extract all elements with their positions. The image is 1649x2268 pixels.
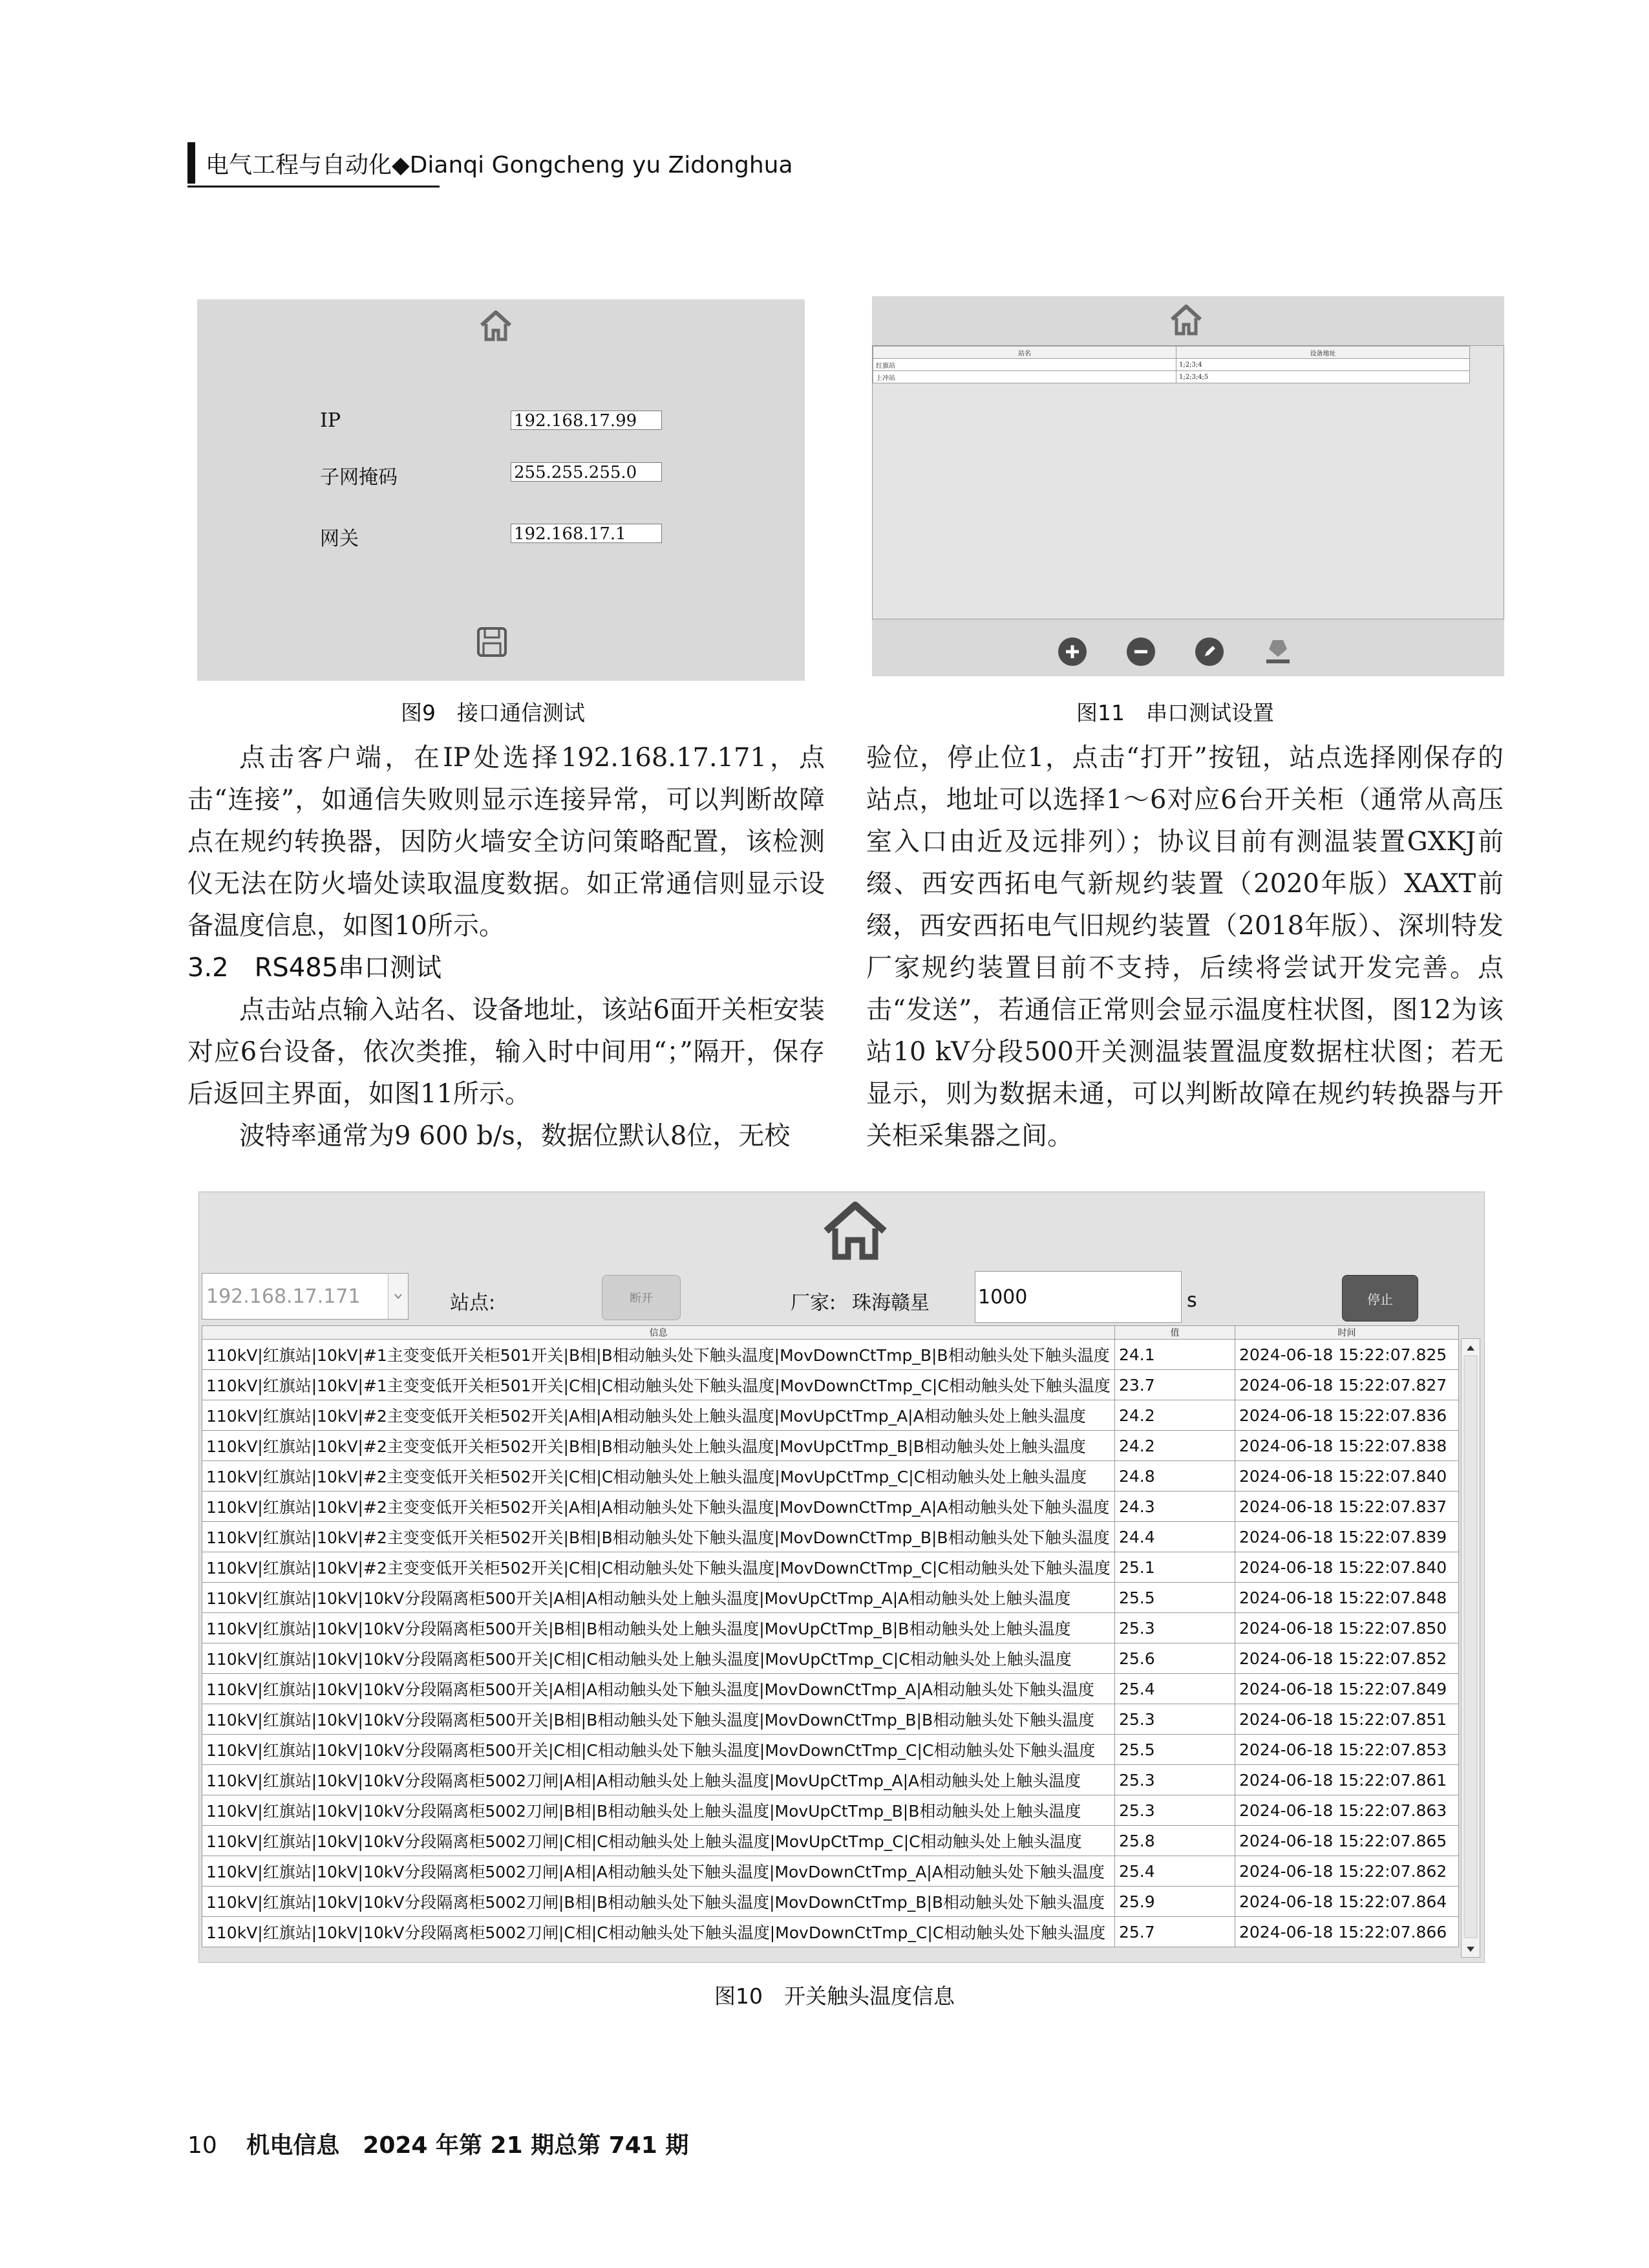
- time-cell: 2024-06-18 15:22:07.827: [1235, 1370, 1459, 1400]
- value-cell: 25.3: [1115, 1765, 1235, 1795]
- figure-11-screenshot: [872, 296, 1504, 676]
- value-cell: 24.4: [1115, 1522, 1235, 1552]
- table-body: [202, 1340, 1459, 1947]
- right-column: [866, 737, 1504, 1157]
- time-cell: 2024-06-18 15:22:07.848: [1235, 1583, 1459, 1613]
- figure-9-screenshot: [197, 299, 805, 681]
- table-row[interactable]: [202, 1795, 1459, 1826]
- value-cell: 24.8: [1115, 1461, 1235, 1492]
- pencil-icon: [1200, 643, 1218, 661]
- time-cell: 2024-06-18 15:22:07.825: [1235, 1340, 1459, 1370]
- time-cell: 2024-06-18 15:22:07.840: [1235, 1552, 1459, 1583]
- column-header-time[interactable]: 时间: [1235, 1326, 1459, 1340]
- time-cell: 2024-06-18 15:22:07.861: [1235, 1765, 1459, 1795]
- section-title: 3.2 RS485串口测试: [187, 953, 442, 983]
- info-cell: 110kV|红旗站|10kV|10kV分段隔离柜5002刀闸|B相|B相动触头处上触头温度|MovUpCtTmp_B|B相动触头处上触头温度: [202, 1795, 1115, 1826]
- home-icon[interactable]: [1167, 300, 1206, 339]
- left-column: [187, 737, 825, 1157]
- station-name-cell: 红旗站: [873, 359, 1176, 371]
- interval-unit: s: [1187, 1289, 1197, 1312]
- info-cell: 110kV|红旗站|10kV|10kV分段隔离柜5002刀闸|C相|C相动触头处上触头温度|MovUpCtTmp_C|C相动触头处上触头温度: [202, 1826, 1115, 1856]
- value-cell: 24.3: [1115, 1492, 1235, 1522]
- table-row[interactable]: [202, 1704, 1459, 1735]
- info-cell: 110kV|红旗站|10kV|#2主变变低开关柜502开关|A相|A相动触头处上触头温度|MovUpCtTmp_A|A相动触头处上触头温度: [202, 1400, 1115, 1431]
- table-row[interactable]: [202, 1492, 1459, 1522]
- table-header-row: [202, 1326, 1459, 1340]
- ip-field[interactable]: 192.168.17.99: [511, 411, 662, 430]
- figure-9-caption: 图9 接口通信测试: [401, 700, 585, 725]
- table-row[interactable]: [202, 1735, 1459, 1765]
- time-cell: 2024-06-18 15:22:07.839: [1235, 1522, 1459, 1552]
- info-cell: 110kV|红旗站|10kV|10kV分段隔离柜500开关|C相|C相动触头处下触头温度|MovDownCtTmp_C|C相动触头处下触头温度: [202, 1735, 1115, 1765]
- column-header-value[interactable]: 值: [1115, 1326, 1235, 1340]
- value-cell: 25.7: [1115, 1917, 1235, 1947]
- time-cell: 2024-06-18 15:22:07.838: [1235, 1431, 1459, 1461]
- table-row[interactable]: [202, 1552, 1459, 1583]
- value-cell: 25.3: [1115, 1613, 1235, 1643]
- edit-button[interactable]: [1195, 637, 1224, 666]
- time-cell: 2024-06-18 15:22:07.862: [1235, 1856, 1459, 1887]
- page-footer: [187, 2127, 688, 2160]
- header-text: 电气工程与自动化◆Dianqi Gongcheng yu Zidonghua: [206, 151, 793, 178]
- value-cell: 25.3: [1115, 1704, 1235, 1735]
- home-icon[interactable]: [476, 306, 515, 345]
- download-icon: [1264, 637, 1292, 666]
- chevron-down-icon[interactable]: [388, 1274, 408, 1319]
- time-cell: 2024-06-18 15:22:07.864: [1235, 1887, 1459, 1917]
- subnet-mask-label: 子网掩码: [320, 466, 398, 489]
- time-cell: 2024-06-18 15:22:07.850: [1235, 1613, 1459, 1643]
- disconnect-button[interactable]: 断开: [602, 1275, 681, 1320]
- station-label: 站点:: [450, 1292, 496, 1314]
- gateway-label: 网关: [320, 528, 359, 550]
- info-cell: 110kV|红旗站|10kV|10kV分段隔离柜500开关|B相|B相动触头处上触头温度|MovUpCtTmp_B|B相动触头处上触头温度: [202, 1613, 1115, 1643]
- info-cell: 110kV|红旗站|10kV|#1主变变低开关柜501开关|B相|B相动触头处下触头温度|MovDownCtTmp_B|B相动触头处下触头温度: [202, 1340, 1115, 1370]
- value-cell: 25.4: [1115, 1856, 1235, 1887]
- time-cell: 2024-06-18 15:22:07.863: [1235, 1795, 1459, 1826]
- vendor-label: 厂家:: [791, 1292, 836, 1314]
- toolbar: [1058, 637, 1292, 666]
- remove-button[interactable]: [1127, 637, 1155, 666]
- header-rule: [187, 186, 440, 187]
- table-row[interactable]: [202, 1674, 1459, 1704]
- table-row[interactable]: [202, 1765, 1459, 1795]
- page-number: 10: [187, 2132, 217, 2159]
- table-row[interactable]: [202, 1613, 1459, 1643]
- table-row[interactable]: [202, 1340, 1459, 1370]
- add-button[interactable]: [1058, 637, 1087, 666]
- ip-select-value: 192.168.17.171: [206, 1285, 361, 1308]
- table-row[interactable]: [202, 1583, 1459, 1613]
- temperature-table: [202, 1325, 1459, 1947]
- info-cell: 110kV|红旗站|10kV|#2主变变低开关柜502开关|B相|B相动触头处下触头温度|MovDownCtTmp_B|B相动触头处下触头温度: [202, 1522, 1115, 1552]
- figure-11-caption: 图11 串口测试设置: [1076, 700, 1274, 725]
- time-cell: 2024-06-18 15:22:07.865: [1235, 1826, 1459, 1856]
- download-button[interactable]: [1264, 637, 1292, 666]
- time-cell: 2024-06-18 15:22:07.866: [1235, 1917, 1459, 1947]
- ip-select[interactable]: [202, 1273, 409, 1320]
- table-row[interactable]: [202, 1643, 1459, 1674]
- info-cell: 110kV|红旗站|10kV|#2主变变低开关柜502开关|B相|B相动触头处上触头温度|MovUpCtTmp_B|B相动触头处上触头温度: [202, 1431, 1115, 1461]
- info-cell: 110kV|红旗站|10kV|#2主变变低开关柜502开关|C相|C相动触头处下触头温度|MovDownCtTmp_C|C相动触头处下触头温度: [202, 1552, 1115, 1583]
- table-row[interactable]: [202, 1917, 1459, 1947]
- header-bar: [187, 142, 195, 184]
- info-cell: 110kV|红旗站|10kV|10kV分段隔离柜5002刀闸|B相|B相动触头处下触头温度|MovDownCtTmp_B|B相动触头处下触头温度: [202, 1887, 1115, 1917]
- stop-button[interactable]: 停止: [1342, 1275, 1418, 1321]
- info-cell: 110kV|红旗站|10kV|10kV分段隔离柜500开关|B相|B相动触头处下触头温度|MovDownCtTmp_B|B相动触头处下触头温度: [202, 1704, 1115, 1735]
- info-cell: 110kV|红旗站|10kV|10kV分段隔离柜5002刀闸|A相|A相动触头处下触头温度|MovDownCtTmp_A|A相动触头处下触头温度: [202, 1856, 1115, 1887]
- vertical-scrollbar[interactable]: [1461, 1338, 1480, 1958]
- home-icon[interactable]: [820, 1197, 891, 1262]
- ip-label: IP: [320, 409, 341, 432]
- value-cell: 25.5: [1115, 1735, 1235, 1765]
- vendor-value: 珠海赣星: [852, 1292, 930, 1314]
- time-cell: 2024-06-18 15:22:07.849: [1235, 1674, 1459, 1704]
- subnet-mask-field[interactable]: 255.255.255.0: [511, 462, 662, 482]
- value-cell: 25.6: [1115, 1643, 1235, 1674]
- value-cell: 25.8: [1115, 1826, 1235, 1856]
- value-cell: 25.3: [1115, 1795, 1235, 1826]
- table-row[interactable]: [202, 1400, 1459, 1431]
- station-list-panel: [872, 345, 1504, 619]
- info-cell: 110kV|红旗站|10kV|10kV分段隔离柜500开关|A相|A相动触头处上触头温度|MovUpCtTmp_A|A相动触头处上触头温度: [202, 1583, 1115, 1613]
- time-cell: 2024-06-18 15:22:07.836: [1235, 1400, 1459, 1431]
- table-row[interactable]: [202, 1826, 1459, 1856]
- gateway-field[interactable]: 192.168.17.1: [511, 524, 662, 543]
- interval-input[interactable]: [975, 1271, 1182, 1323]
- minus-icon: [1132, 643, 1150, 661]
- paragraph: 波特率通常为9 600 b/s，数据位默认8位，无校: [239, 1121, 791, 1151]
- scroll-up-icon: [1467, 1345, 1474, 1351]
- info-cell: 110kV|红旗站|10kV|10kV分段隔离柜500开关|C相|C相动触头处上触头温度|MovUpCtTmp_C|C相动触头处上触头温度: [202, 1643, 1115, 1674]
- table-row[interactable]: [873, 359, 1470, 371]
- paragraph: 点击站点输入站名、设备地址，该站6面开关柜安装对应6台设备，依次类推，输入时中间用“；”隔开，保存后返回主界面，如图11所示。: [187, 995, 825, 1109]
- column-header: 站名: [873, 347, 1176, 359]
- info-cell: 110kV|红旗站|10kV|#1主变变低开关柜501开关|C相|C相动触头处下触头温度|MovDownCtTmp_C|C相动触头处下触头温度: [202, 1370, 1115, 1400]
- device-address-cell: 1;2;3;4;5: [1176, 371, 1470, 383]
- figure-10-screenshot: [198, 1192, 1485, 1963]
- table-row[interactable]: [202, 1522, 1459, 1552]
- paragraph: 验位，停止位1，点击“打开”按钮，站点选择刚保存的站点，地址可以选择1～6对应6台开关柜（通常从高压室入口由近及远排列）；协议目前有测温装置GXKJ前缀、西安西拓电气新规约装置（2020年版）XAXT前缀，西安西拓电气旧规约装置（2018年版）、深圳特发厂家规约装置目前不支持，后续将尝试开发完善。点击“发送”，若通信正常则会显示温度柱状图，图12为该站10 kV分段500开关测温装置温度数据柱状图；若无显示，则为数据未通，可以判断故障在规约转换器与开关柜采集器之间。: [866, 743, 1504, 1151]
- table-row[interactable]: [202, 1431, 1459, 1461]
- time-cell: 2024-06-18 15:22:07.840: [1235, 1461, 1459, 1492]
- table-row[interactable]: [873, 371, 1470, 383]
- value-cell: 25.4: [1115, 1674, 1235, 1704]
- scroll-thumb: [1464, 1356, 1477, 1938]
- station-table: [873, 346, 1470, 383]
- station-name-cell: 上冲站: [873, 371, 1176, 383]
- time-cell: 2024-06-18 15:22:07.837: [1235, 1492, 1459, 1522]
- journal-info: 机电信息 2024 年第 21 期总第 741 期: [246, 2132, 689, 2159]
- value-cell: 25.1: [1115, 1552, 1235, 1583]
- value-cell: 25.5: [1115, 1583, 1235, 1613]
- table-header-row: [873, 347, 1470, 359]
- table-row[interactable]: [202, 1887, 1459, 1917]
- save-icon[interactable]: [475, 625, 509, 659]
- time-cell: 2024-06-18 15:22:07.853: [1235, 1735, 1459, 1765]
- info-cell: 110kV|红旗站|10kV|10kV分段隔离柜500开关|A相|A相动触头处下触头温度|MovDownCtTmp_A|A相动触头处下触头温度: [202, 1674, 1115, 1704]
- plus-icon: [1063, 643, 1081, 661]
- value-cell: 23.7: [1115, 1370, 1235, 1400]
- column-header: 设备地址: [1176, 347, 1470, 359]
- time-cell: 2024-06-18 15:22:07.851: [1235, 1704, 1459, 1735]
- scroll-down-icon: [1467, 1947, 1474, 1952]
- table-row[interactable]: [202, 1370, 1459, 1400]
- column-header-info[interactable]: 信息: [202, 1326, 1115, 1340]
- running-header: [187, 144, 793, 182]
- info-cell: 110kV|红旗站|10kV|10kV分段隔离柜5002刀闸|A相|A相动触头处上触头温度|MovUpCtTmp_A|A相动触头处上触头温度: [202, 1765, 1115, 1795]
- figure-10-caption: 图10 开关触头温度信息: [714, 1984, 955, 2009]
- device-address-cell: 1;2;3;4: [1176, 359, 1470, 371]
- info-cell: 110kV|红旗站|10kV|#2主变变低开关柜502开关|C相|C相动触头处上触头温度|MovUpCtTmp_C|C相动触头处上触头温度: [202, 1461, 1115, 1492]
- value-cell: 24.1: [1115, 1340, 1235, 1370]
- interval-value: 1000: [978, 1286, 1028, 1309]
- paragraph: 点击客户端，在IP处选择192.168.17.171，点击“连接”，如通信失败则显示连接异常，可以判断故障点在规约转换器，因防火墙安全访问策略配置，该检测仪无法在防火墙处读取温度数据。如正常通信则显示设备温度信息，如图10所示。: [187, 743, 825, 941]
- value-cell: 24.2: [1115, 1431, 1235, 1461]
- info-cell: 110kV|红旗站|10kV|#2主变变低开关柜502开关|A相|A相动触头处下触头温度|MovDownCtTmp_A|A相动触头处下触头温度: [202, 1492, 1115, 1522]
- time-cell: 2024-06-18 15:22:07.852: [1235, 1643, 1459, 1674]
- table-row[interactable]: [202, 1856, 1459, 1887]
- value-cell: 25.9: [1115, 1887, 1235, 1917]
- value-cell: 24.2: [1115, 1400, 1235, 1431]
- info-cell: 110kV|红旗站|10kV|10kV分段隔离柜5002刀闸|C相|C相动触头处下触头温度|MovDownCtTmp_C|C相动触头处下触头温度: [202, 1917, 1115, 1947]
- table-row[interactable]: [202, 1461, 1459, 1492]
